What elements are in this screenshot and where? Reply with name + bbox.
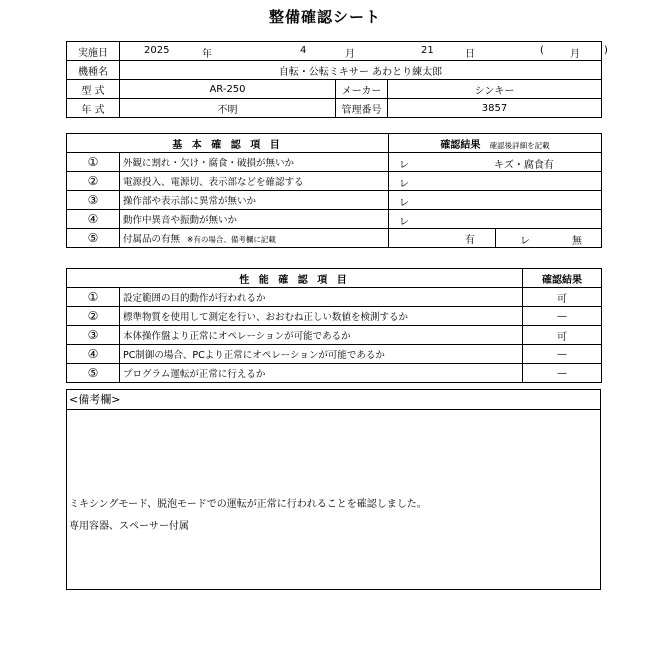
date-day: 21 bbox=[421, 45, 434, 56]
basic-check: レ bbox=[399, 198, 410, 209]
remarks-label: <備考欄> bbox=[67, 390, 600, 410]
performance-num: ④ bbox=[67, 345, 120, 364]
basic-result bbox=[389, 210, 602, 229]
year-model-value: 不明 bbox=[120, 99, 336, 118]
performance-result: — bbox=[523, 364, 602, 383]
basic-row bbox=[67, 172, 602, 191]
performance-num: ⑤ bbox=[67, 364, 120, 383]
year-model-label: 年 式 bbox=[67, 99, 120, 118]
performance-check-table bbox=[66, 268, 602, 383]
model-value: AR-250 bbox=[120, 80, 336, 99]
weekday-open: ( bbox=[540, 45, 544, 56]
performance-row bbox=[67, 326, 602, 345]
basic-text: 外観に割れ・欠け・腐食・破損が無いか bbox=[120, 153, 389, 172]
performance-text: 標準物質を使用して測定を行い、おおむね正しい数値を検測するか bbox=[120, 307, 523, 326]
basic-detail: キズ・腐食有 bbox=[494, 160, 554, 171]
basic-num: ① bbox=[67, 153, 120, 172]
performance-result: 可 bbox=[523, 288, 602, 307]
basic-num: ② bbox=[67, 172, 120, 191]
basic-result bbox=[389, 153, 602, 172]
accessory-yes: 有 bbox=[389, 229, 496, 248]
remarks-line-2: 専用容器、スペーサー付属 bbox=[69, 521, 189, 532]
accessory-text-cell bbox=[120, 229, 389, 248]
basic-result bbox=[389, 191, 602, 210]
page-title: 整備確認シート bbox=[268, 8, 381, 26]
machine-label: 機種名 bbox=[67, 61, 120, 80]
performance-row bbox=[67, 288, 602, 307]
date-value bbox=[120, 42, 608, 61]
accessory-no-cell bbox=[496, 229, 602, 248]
performance-text: 本体操作盤より正常にオペレーションが可能であるか bbox=[120, 326, 523, 345]
accessory-check: レ bbox=[520, 236, 531, 247]
basic-check: レ bbox=[399, 160, 410, 171]
model-label: 型 式 bbox=[67, 80, 120, 99]
performance-text: 設定範囲の目的動作が行われるか bbox=[120, 288, 523, 307]
basic-row bbox=[67, 153, 602, 172]
performance-result: — bbox=[523, 345, 602, 364]
basic-num: ④ bbox=[67, 210, 120, 229]
basic-check-table bbox=[66, 133, 602, 248]
mgmt-label: 管理番号 bbox=[336, 99, 388, 118]
basic-result-title: 確認結果 bbox=[440, 139, 481, 151]
basic-text: 電源投入、電源切、表示部などを確認する bbox=[120, 172, 389, 191]
date-month-unit: 月 bbox=[345, 49, 355, 60]
basic-result bbox=[389, 172, 602, 191]
performance-result: 可 bbox=[523, 326, 602, 345]
performance-num: ② bbox=[67, 307, 120, 326]
accessory-row bbox=[67, 229, 602, 248]
machine-value: 自転・公転ミキサー あわとり練太郎 bbox=[120, 61, 602, 80]
basic-row bbox=[67, 191, 602, 210]
remarks-line-1: ミキシングモード、脱泡モードでの運転が正常に行われることを確認しました。 bbox=[69, 499, 427, 510]
basic-check: レ bbox=[399, 179, 410, 190]
accessory-text: 付属品の有無 bbox=[123, 234, 181, 245]
remarks-box bbox=[66, 389, 601, 590]
weekday-close: ) bbox=[604, 45, 608, 56]
performance-num: ③ bbox=[67, 326, 120, 345]
performance-result-header: 確認結果 bbox=[523, 269, 602, 288]
performance-text: プログラム運転が正常に行えるか bbox=[120, 364, 523, 383]
performance-row bbox=[67, 307, 602, 326]
accessory-no: 無 bbox=[572, 236, 583, 247]
performance-row bbox=[67, 345, 602, 364]
date-year-unit: 年 bbox=[202, 49, 212, 60]
basic-num: ③ bbox=[67, 191, 120, 210]
basic-row bbox=[67, 210, 602, 229]
maker-value: シンキー bbox=[388, 80, 602, 99]
accessory-num: ⑤ bbox=[67, 229, 120, 248]
accessory-note: ※有の場合、備考欄に記載 bbox=[187, 235, 276, 244]
performance-row bbox=[67, 364, 602, 383]
basic-check: レ bbox=[399, 217, 410, 228]
maker-label: メーカー bbox=[336, 80, 388, 99]
performance-header: 性 能 確 認 項 目 bbox=[67, 269, 523, 288]
date-label: 実施日 bbox=[67, 42, 120, 61]
mgmt-value: 3857 bbox=[388, 99, 602, 118]
info-table bbox=[66, 41, 608, 118]
performance-text: PC制御の場合、PCより正常にオペレーションが可能であるか bbox=[120, 345, 523, 364]
date-weekday: 月 bbox=[570, 49, 580, 60]
basic-text: 操作部や表示部に異常が無いか bbox=[120, 191, 389, 210]
basic-result-note: 確認後詳細を記載 bbox=[489, 140, 550, 150]
performance-result: — bbox=[523, 307, 602, 326]
basic-header: 基 本 確 認 項 目 bbox=[67, 134, 389, 153]
basic-text: 動作中異音や振動が無いか bbox=[120, 210, 389, 229]
date-month: 4 bbox=[300, 45, 307, 56]
date-year: 2025 bbox=[144, 45, 170, 56]
performance-num: ① bbox=[67, 288, 120, 307]
basic-result-header bbox=[389, 134, 602, 153]
date-day-unit: 日 bbox=[465, 49, 475, 60]
